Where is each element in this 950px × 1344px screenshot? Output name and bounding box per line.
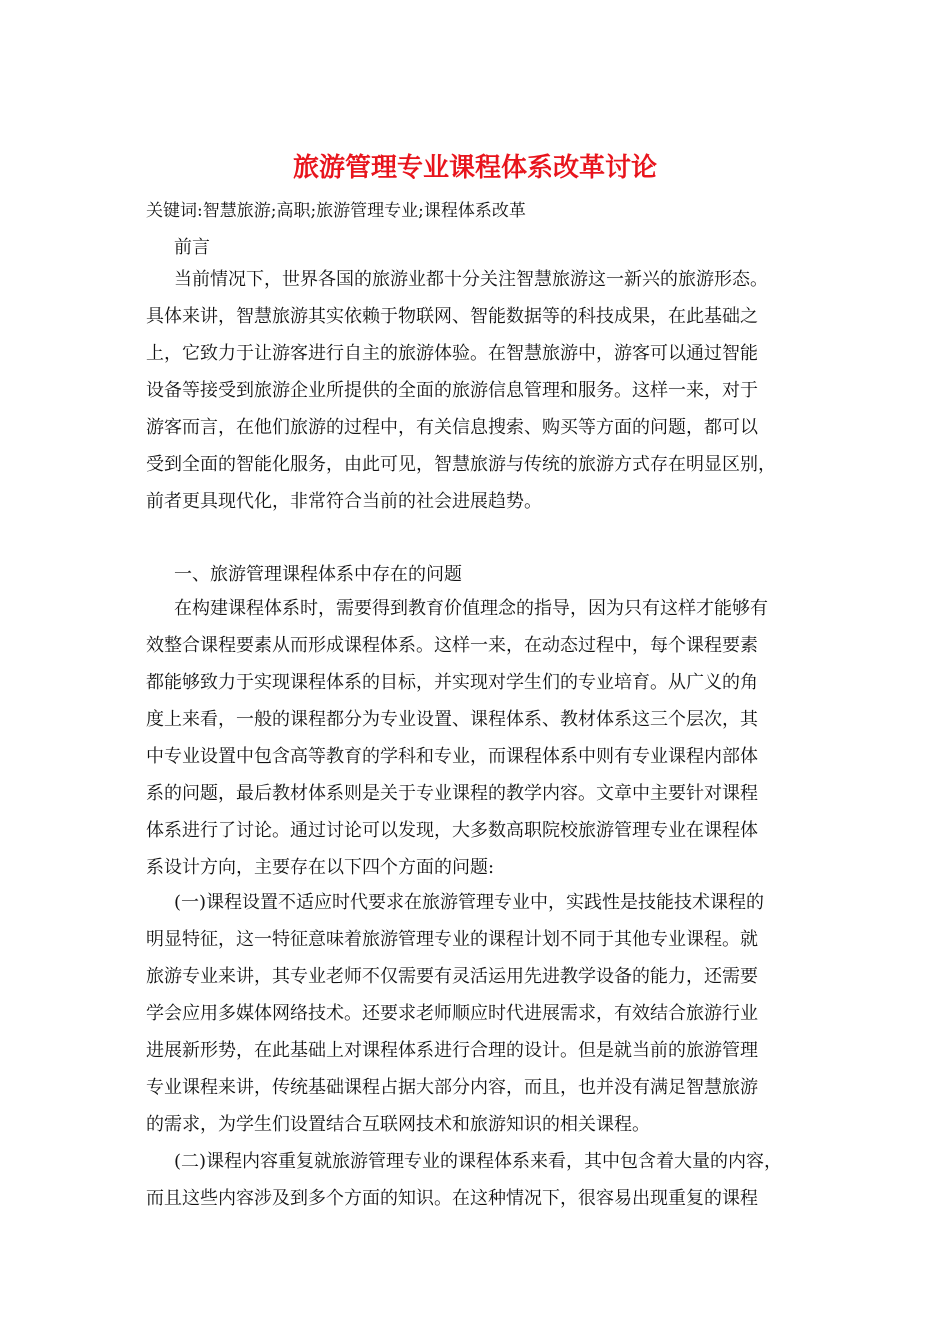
keywords-line: 关键词:智慧旅游;高职;旅游管理专业;课程体系改革 [146, 201, 526, 221]
section-heading-problems: 一、旅游管理课程体系中存在的问题 [174, 564, 462, 585]
paragraph-line: (二)课程内容重复就旅游管理专业的课程体系来看，其中包含着大量的内容， [174, 1151, 783, 1172]
paragraph-line: 体系进行了讨论。通过讨论可以发现，大多数高职院校旅游管理专业在课程体 [146, 820, 758, 841]
paragraph-line: 前者更具现代化，非常符合当前的社会进展趋势。 [146, 491, 542, 512]
paragraph-line: 受到全面的智能化服务，由此可见，智慧旅游与传统的旅游方式存在明显区别， [146, 454, 776, 475]
document-title: 旅游管理专业课程体系改革讨论 [292, 153, 657, 183]
paragraph-line: 具体来讲，智慧旅游其实依赖于物联网、智能数据等的科技成果，在此基础之 [146, 306, 758, 327]
paragraph-line: 进展新形势，在此基础上对课程体系进行合理的设计。但是就当前的旅游管理 [146, 1040, 758, 1061]
paragraph-line: 学会应用多媒体网络技术。还要求老师顺应时代进展需求，有效结合旅游行业 [146, 1003, 758, 1024]
paragraph-line: 游客而言，在他们旅游的过程中，有关信息搜索、购买等方面的问题，都可以 [146, 417, 758, 438]
paragraph-line: 设备等接受到旅游企业所提供的全面的旅游信息管理和服务。这样一来，对于 [146, 380, 758, 401]
section-heading-preface: 前言 [174, 237, 210, 258]
paragraph-line: 上，它致力于让游客进行自主的旅游体验。在智慧旅游中，游客可以通过智能 [146, 343, 758, 364]
paragraph-line: 当前情况下，世界各国的旅游业都十分关注智慧旅游这一新兴的旅游形态。 [174, 269, 768, 290]
paragraph-line: 旅游专业来讲，其专业老师不仅需要有灵活运用先进教学设备的能力，还需要 [146, 966, 758, 987]
paragraph-line: 的需求，为学生们设置结合互联网技术和旅游知识的相关课程。 [146, 1114, 650, 1135]
paragraph-line: 中专业设置中包含高等教育的学科和专业，而课程体系中则有专业课程内部体 [146, 746, 758, 767]
paragraph-line: 在构建课程体系时，需要得到教育价值理念的指导，因为只有这样才能够有 [174, 598, 768, 619]
paragraph-line: 明显特征，这一特征意味着旅游管理专业的课程计划不同于其他专业课程。就 [146, 929, 758, 950]
paragraph-line: 系的问题，最后教材体系则是关于专业课程的教学内容。文章中主要针对课程 [146, 783, 758, 804]
paragraph-line: 系设计方向，主要存在以下四个方面的问题: [146, 857, 495, 878]
paragraph-line: 而且这些内容涉及到多个方面的知识。在这种情况下，很容易出现重复的课程 [146, 1188, 758, 1209]
paragraph-line: 专业课程来讲，传统基础课程占据大部分内容，而且，也并没有满足智慧旅游 [146, 1077, 758, 1098]
paragraph-line: 度上来看，一般的课程都分为专业设置、课程体系、教材体系这三个层次，其 [146, 709, 758, 730]
paragraph-line: (一)课程设置不适应时代要求在旅游管理专业中，实践性是技能技术课程的 [174, 892, 765, 913]
paragraph-line: 效整合课程要素从而形成课程体系。这样一来，在动态过程中，每个课程要素 [146, 635, 758, 656]
paragraph-line: 都能够致力于实现课程体系的目标，并实现对学生们的专业培育。从广义的角 [146, 672, 758, 693]
